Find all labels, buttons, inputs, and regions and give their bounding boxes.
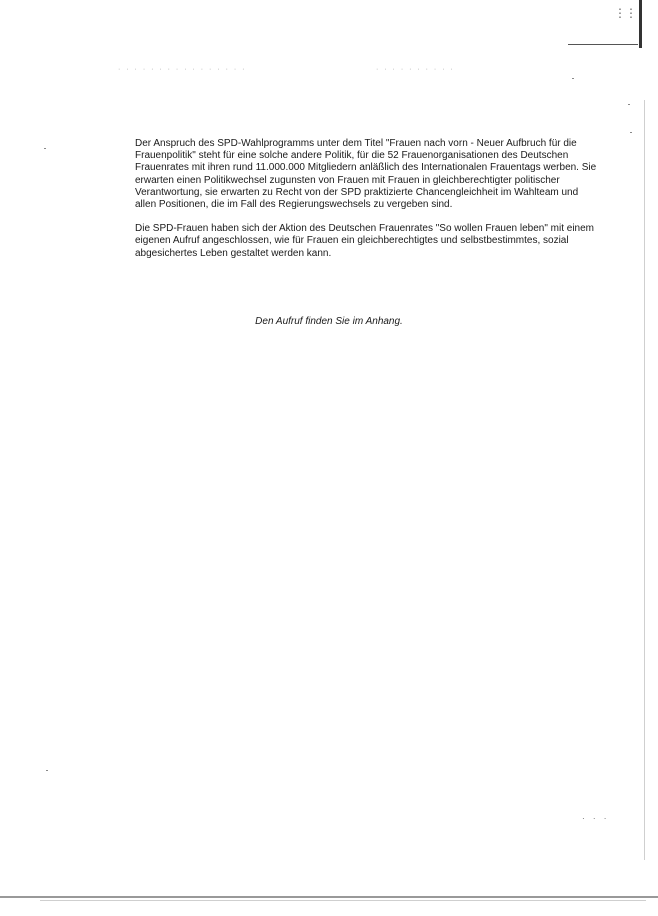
scan-edge-top [568, 44, 638, 45]
scan-edge-right [639, 0, 642, 48]
faded-header-left: · · · · · · · · · · · · · · · · [118, 66, 247, 73]
body-text [135, 138, 598, 272]
paragraph-1: Der Anspruch des SPD-Wahlprogramms unter dem Titel "Frauen nach vorn - Neuer Aufbruch für die Frauenpolitik" steht für eine solche andere Politik, für die 52 Frauenorganisationen des Deutschen Frauenrates mit ihren rund 11.000.000 Mitgliedern anläßlich des Internationalen Frauentags werben. Sie erwarten einen Politikwechsel zugunsten von Frauen mit Frauen in gleichberechtigter politischer Verantwortung, sie erwarten zu Recht von der SPD praktizierte Chancengleichheit im Wahlteam und allen Positionen, die im Fall des Regierungswechsels zu vergeben sind. [135, 138, 597, 211]
scan-bottom-edge-faint [40, 900, 646, 901]
scan-speck [572, 78, 574, 79]
attachment-note: Den Aufruf finden Sie im Anhang. [255, 316, 403, 327]
faded-header [118, 66, 598, 80]
scan-speck [44, 148, 46, 149]
scan-speck [630, 132, 632, 133]
paragraph-2: Die SPD-Frauen haben sich der Aktion des Deutschen Frauenrates "So wollen Frauen leben" mit einem eigenen Aufruf angeschlossen, wie für Frauen ein gleichberechtigtes und selbstbestimmtes, sozial abgesichertes Leben gestaltet werden kann. [135, 223, 595, 259]
corner-scan-mark: ⋮⋮ [614, 6, 636, 20]
faded-header-right: · · · · · · · · · · [376, 66, 455, 73]
scan-speck [46, 770, 48, 771]
scan-dots: · · · [582, 814, 610, 823]
scan-speck [628, 104, 630, 105]
scan-edge-line [644, 100, 645, 860]
scan-bottom-edge [0, 896, 658, 898]
